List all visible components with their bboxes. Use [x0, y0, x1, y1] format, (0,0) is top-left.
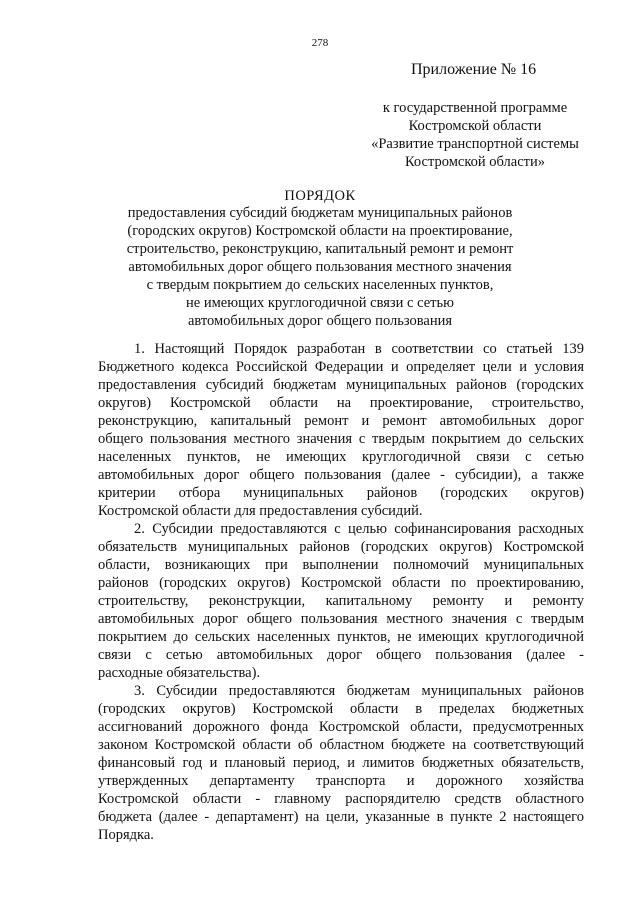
- body-line: строительству, реконструкции, капитальному ремонту и ремонту: [98, 593, 584, 609]
- subtitle-line: автомобильных дорог общего пользования местного значения: [128, 259, 512, 275]
- body-line: обязательств муниципальных районов (городских округов) Костромской: [98, 539, 584, 555]
- body-line: предоставления субсидий бюджетам муниципальных районов (городских: [98, 377, 584, 393]
- appendix-reference: [350, 99, 600, 171]
- appendix-ref-line: «Развитие транспортной системы: [371, 136, 579, 152]
- body-line: законом Костромской области об областном бюджете на соответствующий: [98, 737, 584, 753]
- body-line: автомобильных дорог общего пользования (далее - субсидии), а также: [98, 467, 584, 483]
- subtitle-line: не имеющих круглогодичной связи с сетью: [186, 295, 454, 311]
- body-line: автомобильных дорог общего пользования местного значения с твердым: [98, 611, 584, 627]
- page-number: 278: [311, 37, 329, 49]
- body-line: покрытием до сельских населенных пунктов, не имеющих круглогодичной: [98, 629, 584, 645]
- body-line: бюджета (далее - департамент) на цели, указанные в пункте 2 настоящего: [98, 809, 584, 825]
- subtitle-line: автомобильных дорог общего пользования: [187, 313, 453, 329]
- body-line: критерии отбора муниципальных районов (городских округов): [98, 485, 584, 501]
- document-subtitle: [80, 204, 560, 330]
- subtitle-line: с твердым покрытием до сельских населенных пунктов,: [146, 277, 494, 293]
- body-line: расходные обязательства).: [98, 665, 261, 681]
- body-line: населенных пунктов, не имеющих круглогодичной связи с сетью: [98, 449, 584, 465]
- body-line: ассигнований дорожного фонда Костромской области, предусмотренных: [98, 719, 584, 735]
- body-line: 3. Субсидии предоставляются бюджетам муниципальных районов: [134, 683, 584, 699]
- body-line: общего пользования местного значения с твердым покрытием до сельских: [98, 431, 584, 447]
- body-line: связи с сетью автомобильных дорог общего пользования (далее -: [98, 647, 584, 663]
- body-line: области, возникающих при выполнении полномочий муниципальных: [98, 557, 584, 573]
- body-line: 1. Настоящий Порядок разработан в соответствии со статьей 139: [134, 341, 584, 357]
- document-body: [98, 340, 584, 844]
- body-line: 2. Субсидии предоставляются с целью софинансирования расходных: [134, 521, 584, 537]
- document-title: ПОРЯДОК: [284, 188, 356, 204]
- appendix-ref-line: к государственной программе: [382, 100, 568, 116]
- subtitle-line: предоставления субсидий бюджетам муниципальных районов: [127, 205, 513, 221]
- body-line: Костромской области для предоставления субсидий.: [98, 503, 423, 519]
- body-line: Порядка.: [98, 827, 154, 843]
- subtitle-line: (городских округов) Костромской области на проектирование,: [127, 223, 513, 239]
- appendix-title: Приложение № 16: [411, 61, 537, 78]
- body-line: районов (городских округов) Костромской области по проектированию,: [98, 575, 584, 591]
- body-line: округов) Костромской области на проектирование, строительство,: [98, 395, 584, 411]
- body-line: финансовый год и плановый период, и лимитов бюджетных обязательств,: [98, 755, 584, 771]
- body-line: реконструкцию, капитальный ремонт и ремонт автомобильных дорог: [98, 413, 584, 429]
- subtitle-line: строительство, реконструкцию, капитальный ремонт и ремонт: [126, 241, 514, 257]
- appendix-ref-line: Костромской области: [408, 118, 542, 134]
- appendix-ref-line: Костромской области»: [404, 154, 545, 170]
- body-line: (городских округов) Костромской области в пределах бюджетных: [98, 701, 584, 717]
- body-line: утвержденных департаменту транспорта и дорожного хозяйства: [98, 773, 584, 789]
- body-line: Бюджетного кодекса Российской Федерации и определяет цели и условия: [98, 359, 584, 375]
- body-line: Костромской области - главному распорядителю средств областного: [98, 791, 584, 807]
